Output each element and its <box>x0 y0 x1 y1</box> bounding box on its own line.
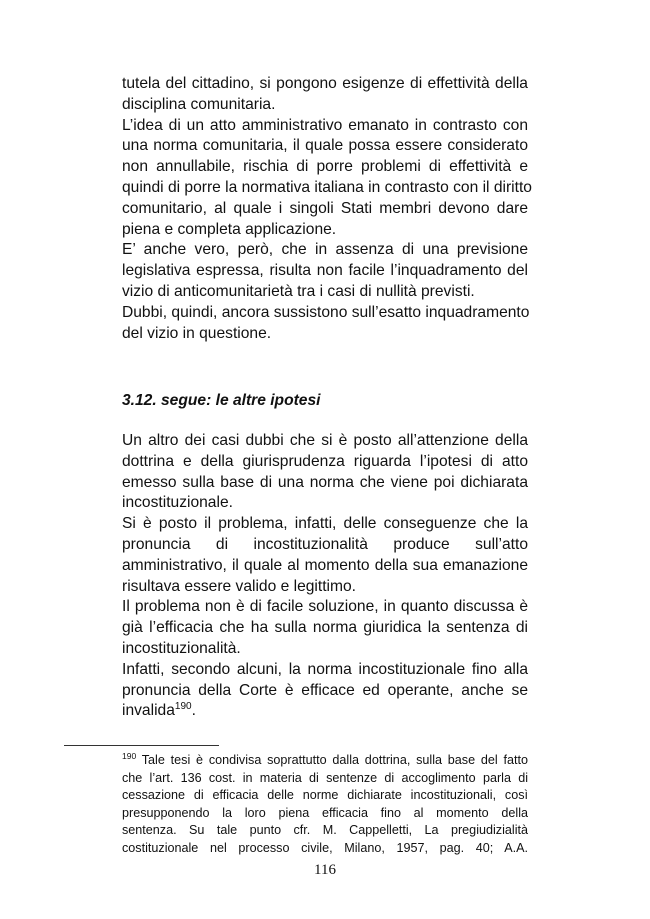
footnote-separator <box>64 745 219 746</box>
paragraph-line: Infatti, secondo alcuni, la norma incostituzionale fino alla <box>122 660 528 678</box>
footnote <box>122 752 528 858</box>
paragraph-line: comunitario, al quale i singoli Stati membri devono dare <box>122 199 528 217</box>
paragraph-line: del vizio in questione. <box>122 324 272 342</box>
section-heading: 3.12. segue: le altre ipotesi <box>122 392 321 409</box>
paragraph-last-line-wrapper <box>122 701 528 722</box>
paragraph-line: Un altro dei casi dubbi che si è posto all’attenzione della <box>122 432 528 449</box>
paragraph-line: emesso sulla base di una norma che viene poi dichiarata <box>122 473 528 491</box>
paragraph-line: piena e completa applicazione. <box>122 220 337 238</box>
paragraph-line: tutela del cittadino, si pongono esigenze di effettività della <box>122 75 528 92</box>
paragraph-effettivita <box>122 74 532 344</box>
paragraph-line: risultava essere valido e legittimo. <box>122 577 357 595</box>
paragraph-line: non annullabile, rischia di porre problemi di effettività e <box>122 158 528 176</box>
paragraph-line: sentenza. Su tale punto cfr. M. Cappelletti, La pregiudizialità <box>122 823 528 838</box>
paragraph-line: dottrina e della giurisprudenza riguarda l’ipotesi di atto <box>122 452 528 470</box>
paragraph-line: amministrativo, il quale al momento della sua emanazione <box>122 556 528 574</box>
paragraph-line: L’idea di un atto amministrativo emanato in contrasto con <box>122 116 528 134</box>
paragraph-line: Il problema non è di facile soluzione, in quanto discussa è <box>122 598 528 616</box>
paragraph-line: E’ anche vero, però, che in assenza di una previsione <box>122 241 528 259</box>
paragraph-line: pronuncia della Corte è efficace ed operante, anche se <box>122 681 528 699</box>
footnote-number: 190 <box>122 750 137 761</box>
line-text-end: . <box>191 702 196 720</box>
paragraph-line: cessazione di efficacia delle norme dichiarate incostituzionali, così <box>122 788 528 803</box>
paragraph-line: vizio di anticomunitarietà tra i casi di nullità previsti. <box>122 282 475 300</box>
line-text: Tale tesi è condivisa soprattutto dalla dottrina, sulla base del fatto <box>136 753 528 767</box>
paragraph-incostituzionalita <box>122 431 528 701</box>
paragraph-line: disciplina comunitaria. <box>122 95 276 113</box>
paragraph-line: già l’efficacia che ha sulla norma giuridica la sentenza di <box>122 619 528 637</box>
page-number: 116 <box>314 862 336 878</box>
paragraph-line: quindi di porre la normativa italiana in contrasto con il diritto <box>122 178 532 196</box>
paragraph-line: legislativa espressa, risulta non facile l’inquadramento del <box>122 262 528 280</box>
paragraph-line: incostituzionalità. <box>122 639 241 657</box>
paragraph-line: presupponendo la loro piena efficacia fino al momento della <box>122 805 528 820</box>
paragraph-line <box>122 701 528 722</box>
footnote-reference: 190 <box>174 701 192 713</box>
paragraph-line: che l’art. 136 cost. in materia di sentenze di accoglimento parla di <box>122 770 528 785</box>
paragraph-line: costituzionale nel processo civile, Milano, 1957, pag. 40; A.A. <box>122 840 528 855</box>
paragraph-line: Si è posto il problema, infatti, delle conseguenze che la <box>122 515 528 533</box>
paragraph-line: Dubbi, quindi, ancora sussistono sull’esatto inquadramento <box>122 303 530 321</box>
paragraph-line <box>122 752 528 770</box>
paragraph-line: una norma comunitaria, il quale possa essere considerato <box>122 137 528 155</box>
paragraph-line: pronuncia di incostituzionalità produce sull’atto <box>122 535 528 553</box>
line-text: invalida <box>122 702 175 720</box>
paragraph-line: incostituzionale. <box>122 494 233 512</box>
